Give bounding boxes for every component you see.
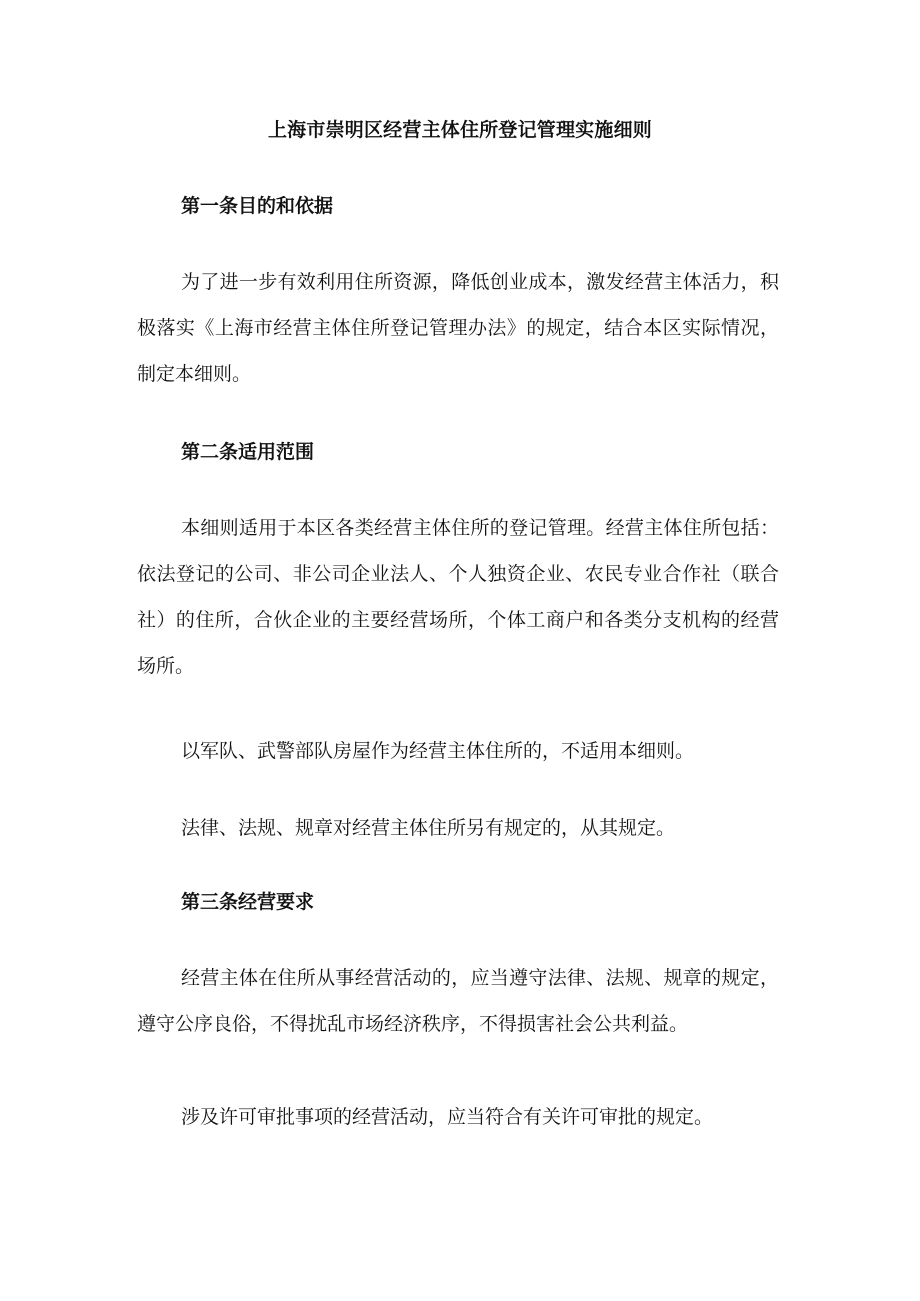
article-3-paragraph-1: 经营主体在住所从事经营活动的，应当遵守法律、法规、规章的规定，遵守公序良俗，不得扰乱市场经济秩序，不得损害社会公共利益。 xyxy=(137,967,779,1035)
article-1-paragraph-1: 为了进一步有效利用住所资源，降低创业成本，激发经营主体活力，积极落实《上海市经营主体住所登记管理办法》的规定，结合本区实际情况，制定本细则。 xyxy=(137,271,779,385)
article-3-heading: 第三条经营要求 xyxy=(181,891,315,913)
article-2-paragraph-1: 本细则适用于本区各类经营主体住所的登记管理。经营主体住所包括：依法登记的公司、非公司企业法人、个人独资企业、农民专业合作社（联合社）的住所，合伙企业的主要经营场所，个体工商户和各类分支机构的经营场所。 xyxy=(137,517,779,677)
document-title: 上海市崇明区经营主体住所登记管理实施细则 xyxy=(267,119,652,141)
article-2-heading: 第二条适用范围 xyxy=(181,441,315,463)
article-2-paragraph-3: 法律、法规、规章对经营主体住所另有规定的，从其规定。 xyxy=(181,817,676,839)
article-3-paragraph-2: 涉及许可审批事项的经营活动，应当符合有关许可审批的规定。 xyxy=(181,1106,714,1128)
article-1-heading: 第一条目的和依据 xyxy=(181,195,334,217)
article-2-paragraph-2: 以军队、武警部队房屋作为经营主体住所的，不适用本细则。 xyxy=(181,740,695,762)
